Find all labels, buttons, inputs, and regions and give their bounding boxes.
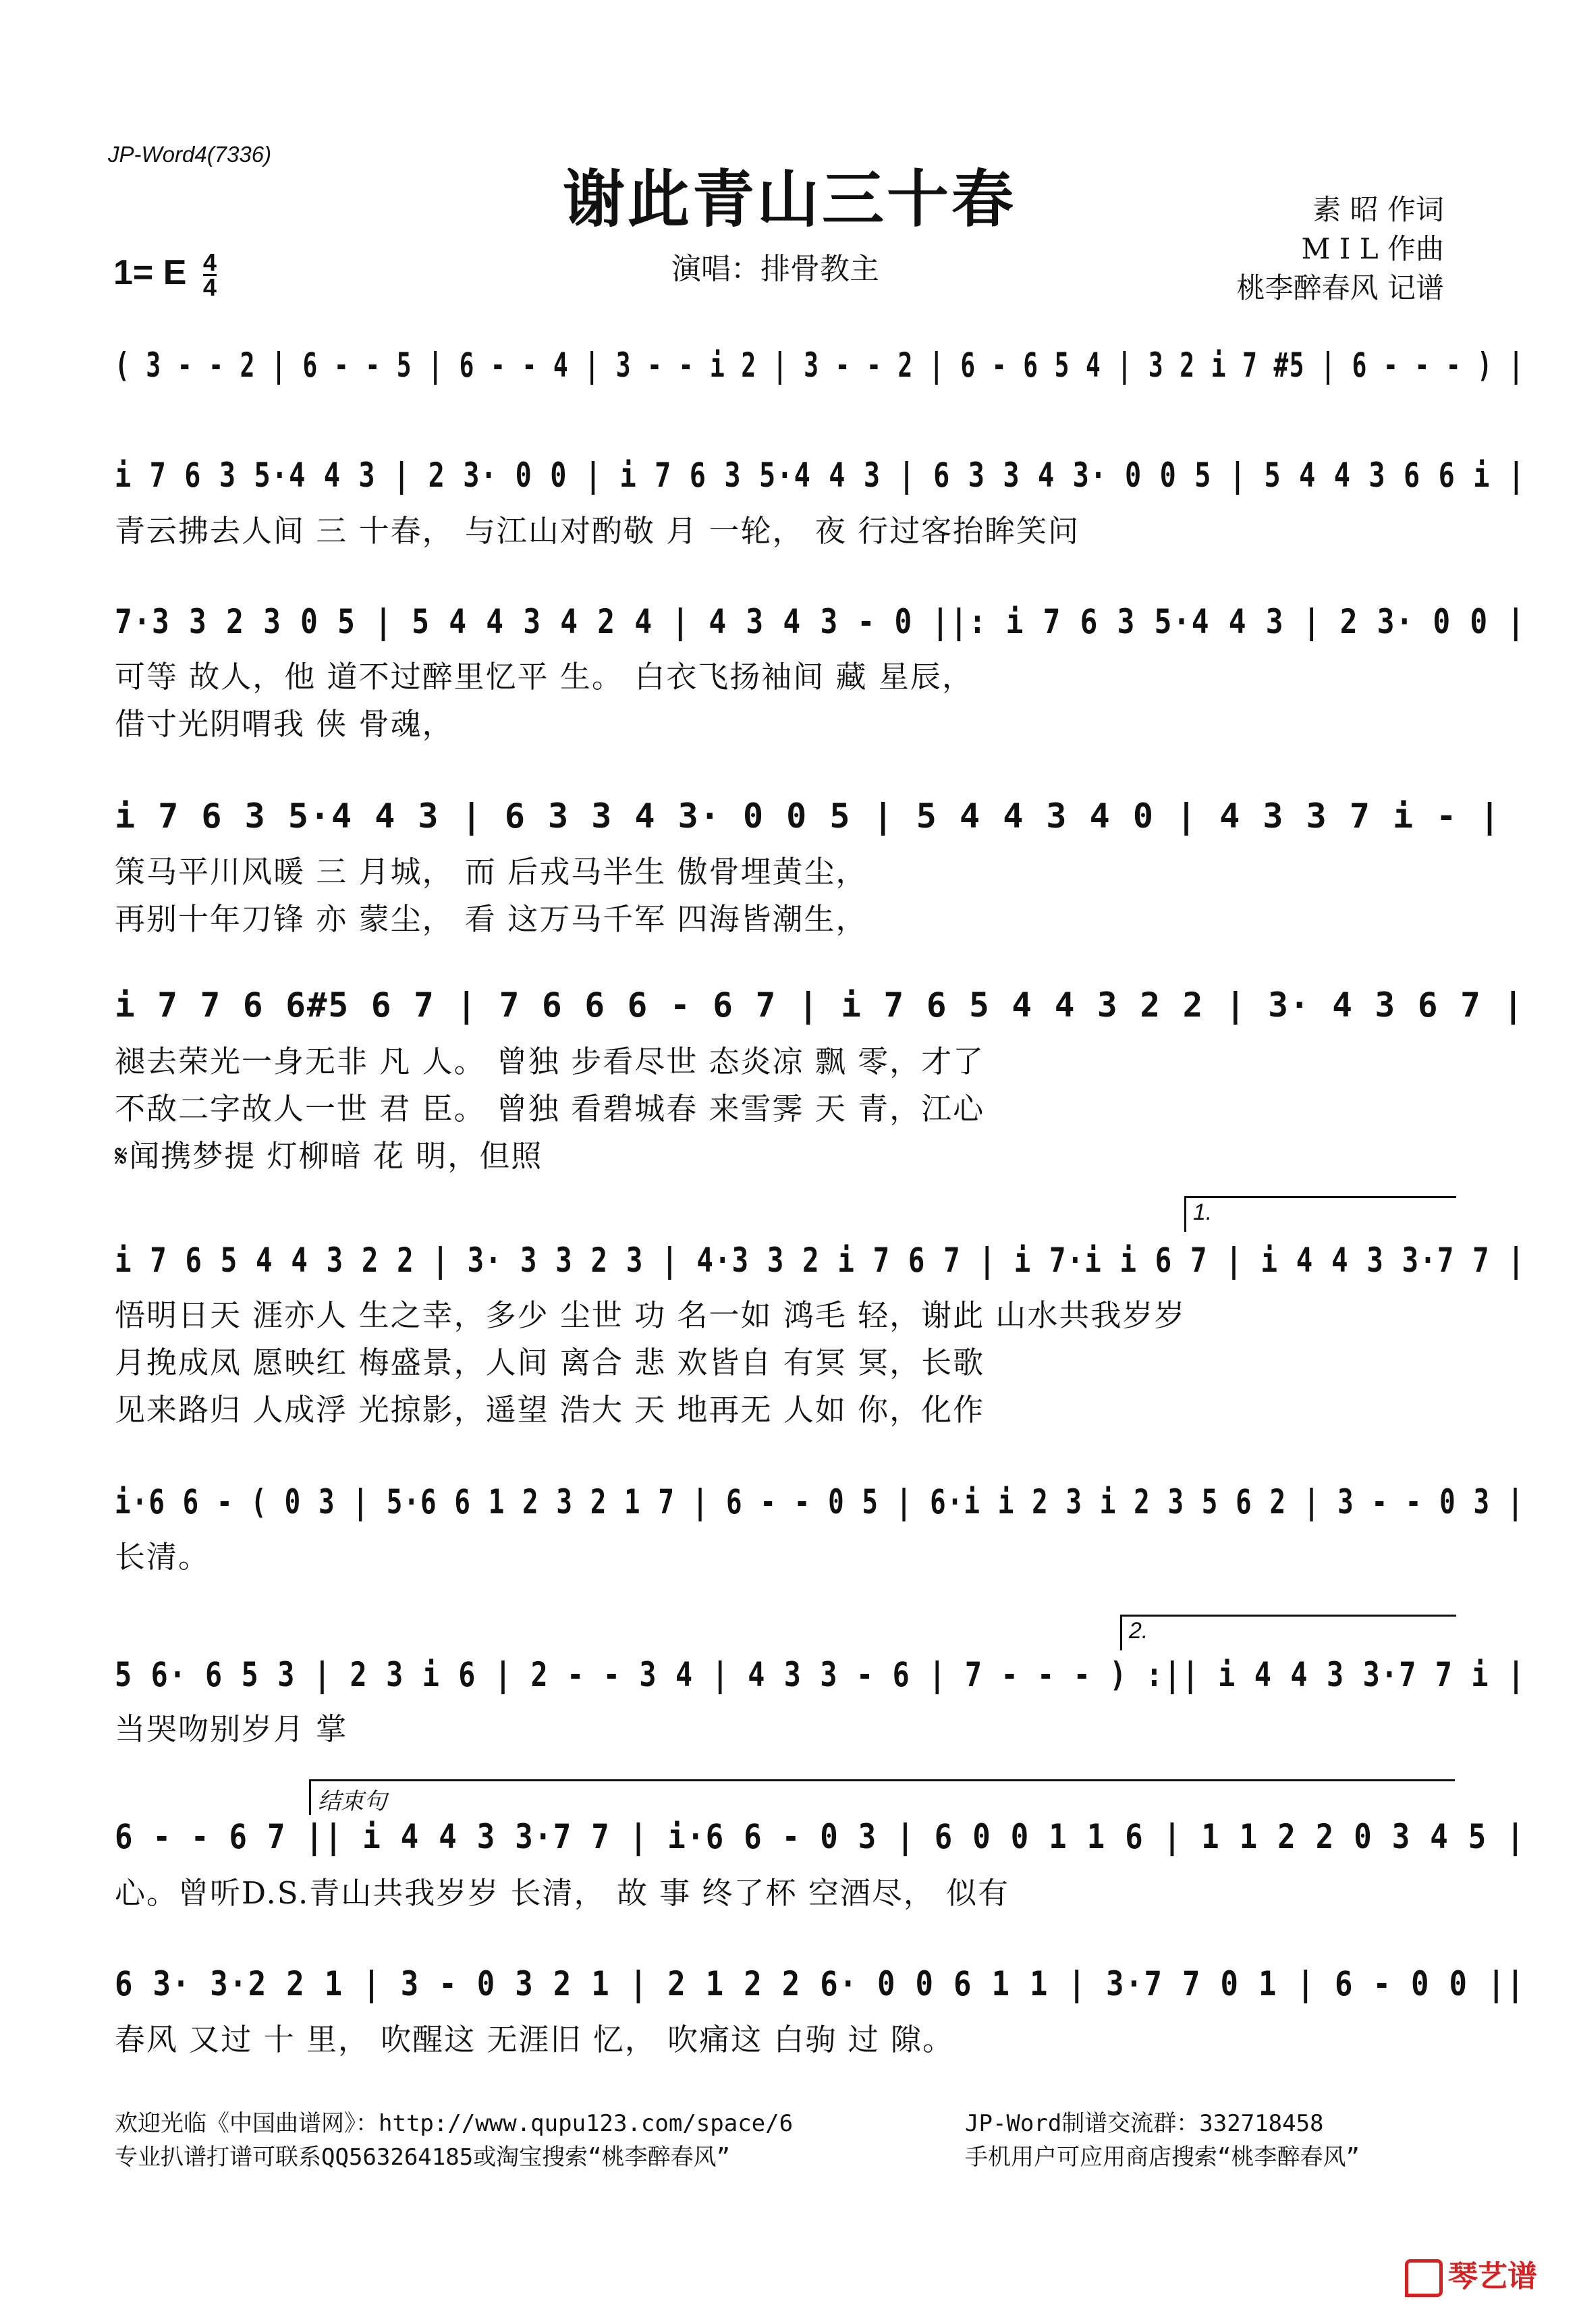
key-label: 1= E	[113, 253, 187, 293]
composer: M I L 作曲	[1301, 232, 1444, 265]
score-row-5-lyric-2: 见来路归 人成浮 光掠影，遥望 浩大 天 地再无 人如 你，化作	[115, 1392, 985, 1428]
volta-first-ending	[1184, 1196, 1456, 1232]
score-row-4-lyric-1: 不敌二字故人一世 君 臣。 曾独 看碧城春 来雪霁 天 青，江心	[115, 1091, 985, 1127]
score-row-1-notes: i 7 6 3 5·4 4 3 | 2 3· 0 0 | i 7 6 3 5·4 4 3 | 6 3 3 4 3· 0 0 5 | 5 4 4 3 6 6 i |	[115, 456, 1526, 495]
score-row-8-notes: 6 - - 6 7 || i 4 4 3 3·7 7 | i·6 6 - 0 3 | 6 0 0 1 1 6 | 1 1 2 2 0 3 4 5 |	[115, 1817, 1526, 1856]
score-row-2-lyric-0: 可等 故人，他 道不过醉里忆平 生。 白衣飞扬袖间 藏 星辰，	[115, 659, 974, 695]
score-row-4-lyric-0: 褪去荣光一身无非 凡 人。 曾独 步看尽世 态炎凉 飘 零，才了	[115, 1044, 985, 1079]
footer-site-link[interactable]: 欢迎光临《中国曲谱网》：http://www.qupu123.com/space/6	[115, 2110, 794, 2137]
version-label: JP-Word4(7336)	[108, 142, 272, 167]
footer-app-search: 手机用户可应用商店搜索“桃李醉春风”	[965, 2144, 1360, 2171]
score-row-7-lyric-0: 当哭吻别岁月 掌	[115, 1711, 348, 1747]
score-row-9-lyric-0: 春风 又过 十 里， 吹醒这 无涯旧 忆， 吹痛这 白驹 过 隙。	[115, 2022, 955, 2057]
site-logo	[1405, 2252, 1537, 2297]
score-row-0-notes: ( 3 - - 2 | 6 - - 5 | 6 - - 4 | 3 - - i 2 | 3 - - 2 | 6 - 6 5 4 | 3 2 i 7 #5 | 6 - - - ) |	[115, 346, 1524, 385]
page-title: 谢此青山三十春	[562, 163, 1016, 236]
transcriber: 桃李醉春风 记谱	[1236, 271, 1444, 304]
score-row-3-notes: i 7 6 3 5·4 4 3 | 6 3 3 4 3· 0 0 5 | 5 4 4 3 4 0 | 4 3 3 7 i - |	[115, 796, 1501, 836]
score-row-3-lyric-0: 策马平川风暖 三 月城， 而 后戎马半生 傲骨埋黄尘，	[115, 854, 868, 890]
logo-mark-icon	[1405, 2259, 1443, 2297]
score-row-1-lyric-0: 青云拂去人间 三 十春， 与江山对酌敬 月 一轮， 夜 行过客抬眸笑问	[115, 513, 1080, 549]
singer: 演唱：排骨教主	[671, 252, 879, 286]
score-row-7-notes: 5 6· 6 5 3 | 2 3 i 6 | 2 - - 3 4 | 4 3 3 - 6 | 7 - - - ) :|| i 4 4 3 3·7 7 i |	[115, 1655, 1526, 1694]
score-row-8-lyric-0: 心。曾听D.S.青山共我岁岁 长清， 故 事 终了杯 空酒尽， 似有	[115, 1875, 1010, 1911]
key-signature	[113, 248, 217, 301]
time-bottom: 4	[202, 273, 217, 301]
score-row-6-lyric-0: 长清。	[115, 1539, 211, 1575]
volta-second-label: 2.	[1129, 1618, 1148, 1644]
credits	[1237, 190, 1444, 308]
volta-second-ending	[1120, 1615, 1456, 1650]
time-signature	[202, 248, 217, 301]
score-row-5-lyric-1: 月挽成凤 愿映红 梅盛景，人间 离合 悲 欢皆自 有冥 冥，长歌	[115, 1345, 985, 1380]
footer-group-number: JP-Word制谱交流群：332718458	[965, 2110, 1324, 2137]
score-row-5-notes: i 7 6 5 4 4 3 2 2 | 3· 3 3 2 3 | 4·3 3 2 i 7 6 7 | i 7·i i 6 7 | i 4 4 3 3·7 7 |	[115, 1241, 1526, 1280]
score-row-9-notes: 6 3· 3·2 2 1 | 3 - 0 3 2 1 | 2 1 2 2 6· 0 0 6 1 1 | 3·7 7 0 1 | 6 - 0 0 ||	[115, 1964, 1526, 2003]
logo-text: 琴艺谱	[1448, 2259, 1537, 2294]
volta-first-label: 1.	[1193, 1199, 1213, 1225]
score-row-6-notes: i·6 6 - ( 0 3 | 5·6 6 1 2 3 2 1 7 | 6 - - 0 5 | 6·i i 2 3 i 2 3 5 6 2 | 3 - - 0 3 |	[115, 1482, 1524, 1521]
score-row-2-notes: 7·3 3 2 3 0 5 | 5 4 4 3 4 2 4 | 4 3 4 3 - 0 ||: i 7 6 3 5·4 4 3 | 2 3· 0 0 |	[115, 602, 1526, 641]
volta-coda	[309, 1779, 1455, 1815]
time-top: 4	[202, 248, 217, 276]
footer-contact: 专业扒谱打谱可联系QQ563264185或淘宝搜索“桃李醉春风”	[115, 2144, 731, 2171]
score-row-3-lyric-1: 再别十年刀锋 亦 蒙尘， 看 这万马千军 四海皆潮生，	[115, 901, 868, 937]
lyricist: 素 昭 作词	[1312, 193, 1444, 226]
score-row-4-notes: i 7 7 6 6#5 6 7 | 7 6 6 6 - 6 7 | i 7 6 5 4 4 3 2 2 | 3· 4 3 6 7 |	[115, 985, 1525, 1025]
volta-coda-label: 结束句	[318, 1789, 387, 1814]
score-row-5-lyric-0: 悟明日天 涯亦人 生之幸，多少 尘世 功 名一如 鸿毛 轻，谢此 山水共我岁岁	[115, 1297, 1186, 1333]
score-row-2-lyric-1: 借寸光阴喟我 侠 骨魂，	[115, 706, 454, 742]
score-row-4-lyric-2: 𝄋闻携梦提 灯柳暗 花 明，但照	[115, 1138, 543, 1174]
